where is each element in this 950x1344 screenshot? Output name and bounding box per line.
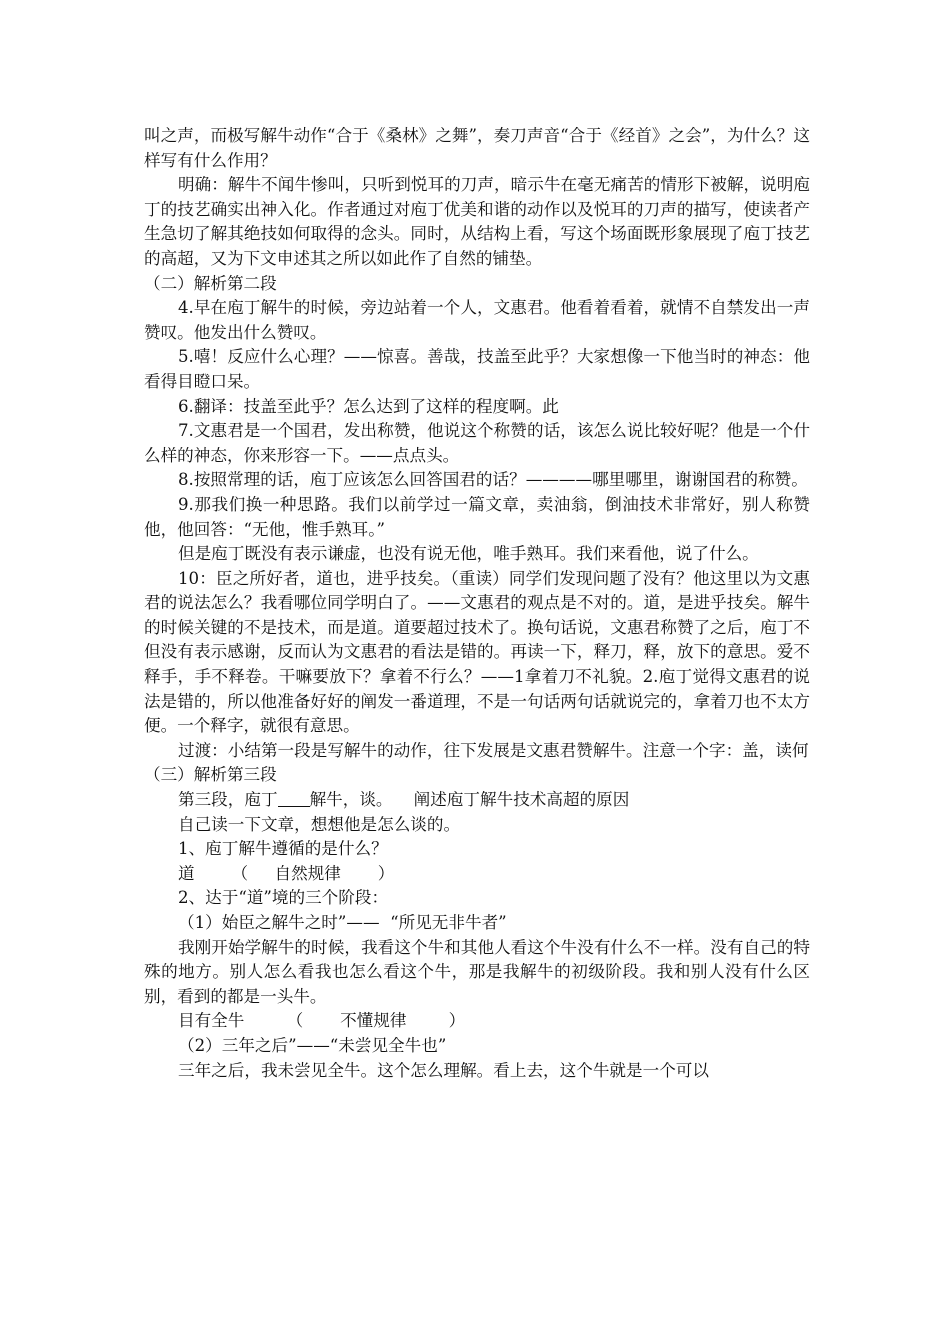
third-section-line	[144, 788, 810, 813]
paragraph: （2）三年之后”——“未尝见全牛也”	[178, 1035, 447, 1055]
section-heading: （二）解析第二段	[144, 273, 277, 293]
paragraph: 叫之声，而极写解牛动作“合于《桑林》之舞”，奏刀声音“合于《经首》之会”，为什么？这样写有什么作用？	[144, 126, 810, 170]
paragraph: 6.翻译：技盖至此乎？怎么达到了这样的程度啊。此	[178, 396, 559, 416]
paragraph: 自己读一下文章，想想他是怎么谈的。	[178, 814, 461, 834]
paragraph: 2、达于“道”境的三个阶段：	[178, 888, 389, 908]
paragraph: 1、庖丁解牛遵循的是什么？	[178, 839, 388, 859]
paragraph: （1）始臣之解牛之时”—— “所见无非牛者”	[178, 913, 507, 932]
paragraph: 10：臣之所好者，道也，进乎技矣。（重读）同学们发现问题了没有？他这里以为文惠君的说法怎么？我看哪位同学明白了。——文惠君的观点是不对的。道，是进乎技矣。解牛的时候关键的不是技术，而是道。道要超过技术了。换句话说，文惠君称赞了之后，庖丁不但没有表示感谢，反而认为文惠君的看法是错的。再读一下，释刀，释，放下的意思。爱不释手，手不释卷。干嘛要放下？拿着不行么？——1拿着刀不礼貌。2.庖丁觉得文惠君的说法是错的，所以他准备好好的阐发一番道理，不是一句话两句话就说完的，拿着刀也不太方便。一个释字，就很有意思。	[144, 568, 810, 736]
paragraph: 9.那我们换一种思路。我们以前学过一篇文章，卖油翁，倒油技术非常好，别人称赞他，他回答：“无他，惟手熟耳。”	[144, 494, 810, 539]
paragraph: 8.按照常理的话，庖丁应该怎么回答国君的话？————哪里哪里，谢谢国君的称赞。	[178, 470, 808, 490]
section-heading: （三）解析第三段	[144, 765, 277, 785]
third-section-before: 第三段，庖丁	[178, 790, 278, 810]
third-section-after: 解牛，谈。 阐述庖丁解牛技术高超的原因	[309, 790, 630, 810]
paragraph: 三年之后，我未尝见全牛。这个怎么理解。看上去，这个牛就是一个可以	[178, 1060, 709, 1080]
paragraph: 明确：解牛不闻牛惨叫，只听到悦耳的刀声，暗示牛在毫无痛苦的情形下被解，说明庖丁的技艺确实出神入化。作者通过对庖丁优美和谐的动作以及悦耳的刀声的描写，使读者产生急切了解其绝技如何取得的念头。同时，从结构上看，写这个场面既形象展现了庖丁技艺的高超，又为下文申述其之所以如此作了自然的铺垫。	[144, 175, 810, 268]
paragraph: 我刚开始学解牛的时候，我看这个牛和其他人看这个牛没有什么不一样。没有自己的特殊的地方。别人怎么看我也怎么看这个牛，那是我解牛的初级阶段。我和别人没有什么区别，看到的都是一头牛。	[144, 937, 810, 1006]
paragraph: 目有全牛 （ 不懂规律 ）	[178, 1011, 466, 1031]
paragraph: 但是庖丁既没有表示谦虚，也没有说无他，唯手熟耳。我们来看他，说了什么。	[178, 544, 759, 564]
paragraph: 7.文惠君是一个国君，发出称赞，他说这个称赞的话，该怎么说比较好呢？他是一个什么样的神态，你来形容一下。——点点头。	[144, 421, 810, 465]
document-body	[144, 124, 810, 1083]
fill-in-blank	[278, 790, 310, 807]
paragraph: 道 （ 自然规律 ）	[178, 863, 395, 883]
paragraph: 4.早在庖丁解牛的时候，旁边站着一个人，文惠君。他看着看着，就情不自禁发出一声赞叹。他发出什么赞叹。	[144, 298, 810, 342]
paragraph: 5.嘻！反应什么心理？——惊喜。善哉，技盖至此乎？大家想像一下他当时的神态：他看得目瞪口呆。	[144, 347, 810, 391]
paragraph: 过渡：小结第一段是写解牛的动作，往下发展是文惠君赞解牛。注意一个字：盖，读何	[178, 740, 809, 760]
